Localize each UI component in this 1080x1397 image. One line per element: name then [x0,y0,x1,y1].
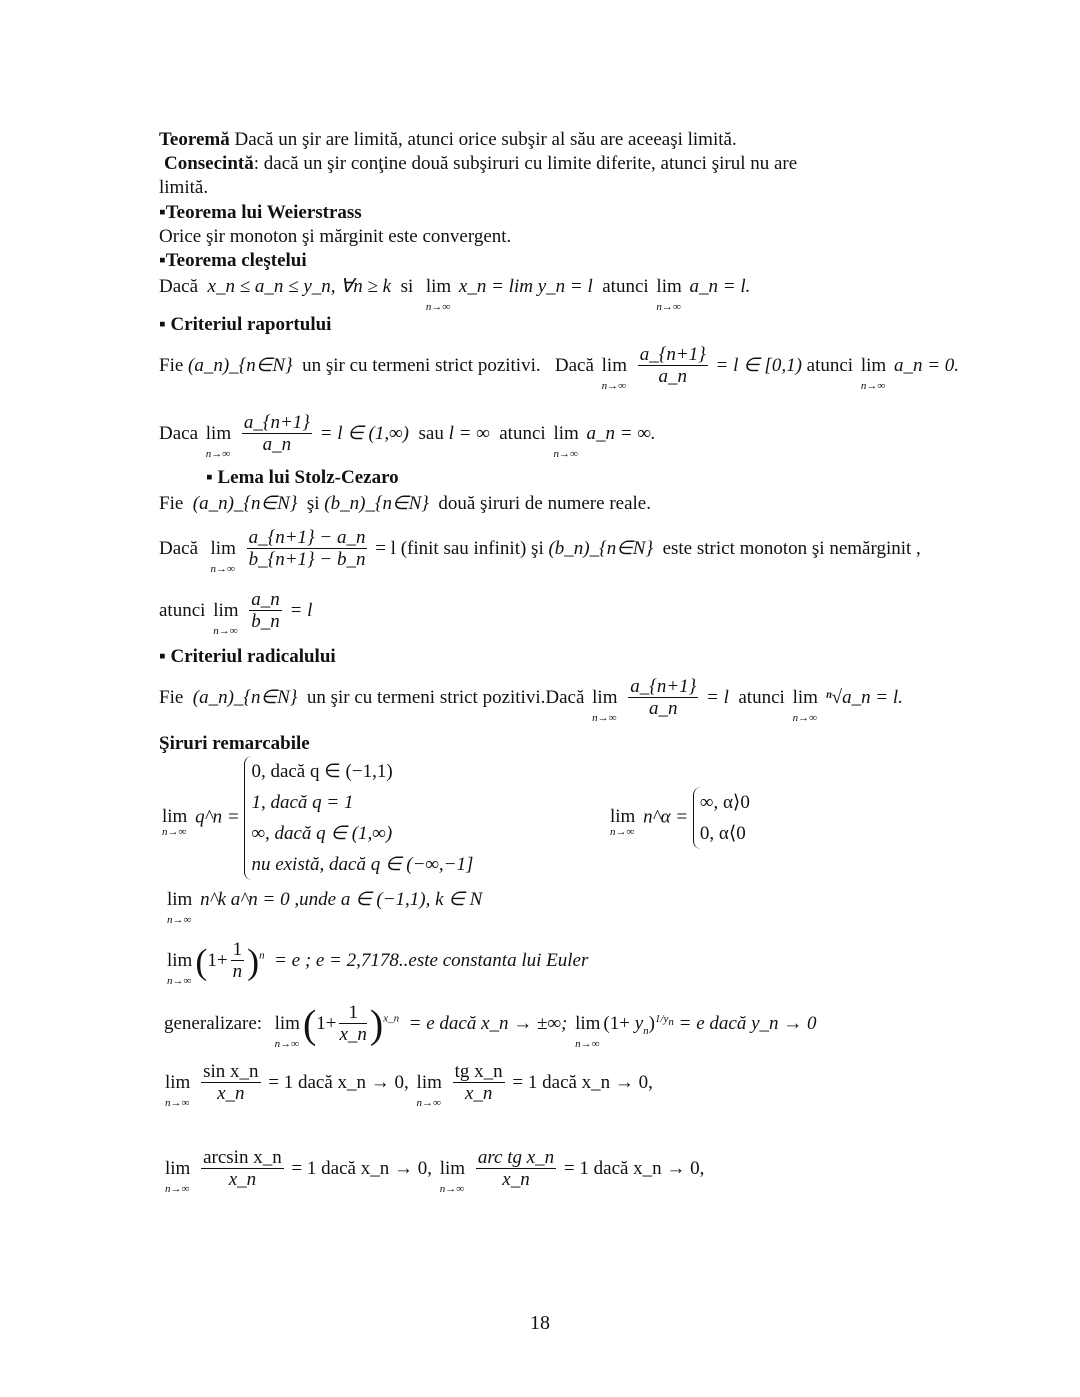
t: n→∞ [162,826,187,839]
t: n^α = [643,806,689,828]
equality: x_n = lim y_n = l [458,276,593,297]
fraction [476,1148,556,1191]
lim [439,1157,466,1195]
label: Consecintă [164,153,254,174]
t: n→∞ [425,301,451,313]
t: n→∞ [165,1096,190,1109]
t: = 1 dacă x_n → 0, [563,1157,705,1179]
t: = 1 dacă x_n → 0, [512,1071,653,1093]
t: a_n = ∞. [586,422,656,444]
den: x_n [228,1169,257,1190]
den: a_n [649,698,678,719]
num: tg x_n [454,1061,503,1082]
den: b_{n+1} − b_n [248,549,366,570]
lim [213,599,239,637]
stolz-line-2 [159,527,921,575]
t: lim [553,422,579,444]
t: lim [601,354,627,376]
stolz-line-3 [159,589,313,637]
t: = l ∈ [0,1) [715,354,802,376]
ratio-statement-2 [159,412,656,460]
lim [165,1071,191,1109]
fraction [247,528,368,571]
t: q^n = [195,806,240,828]
lim [210,537,236,575]
lim [425,276,452,313]
squeeze-statement [159,276,751,313]
weierstrass-text: Orice şir monoton şi mărginit este convergent. [159,226,512,247]
t: (a_n)_{n∈N} [192,686,298,708]
num: a_{n+1} [639,344,706,365]
t: lim [656,276,682,297]
root-title [159,646,336,668]
num: a_n [251,589,280,610]
stolz-title [206,467,399,489]
cases [244,756,473,880]
t: atunci [499,422,546,444]
t: un şir cu termeni strict pozitivi.Dacă [306,686,585,708]
t: lim [162,806,188,828]
den: x_n [502,1169,530,1190]
t: lim [205,422,232,444]
t: = e ; e = 2,7178..este constanta lui Euler [274,949,589,971]
ratio-statement-1 [159,344,960,392]
t: n^k a^n = 0 ,unde a ∈ (−1,1), k ∈ N [200,889,483,910]
den: x_n [217,1083,245,1104]
t: lim [210,537,236,559]
t: generalizare: [164,1012,263,1034]
t: atunci [738,686,785,708]
consequence [164,153,797,175]
t: sau [418,422,444,444]
t: şi [306,493,320,514]
lim [167,949,193,987]
t: un şir cu termeni strict pozitivi. [302,354,541,376]
fraction [453,1062,505,1105]
case: ∞, dacă q ∈ (1,∞) [251,823,393,844]
lim [165,1157,191,1195]
fraction [249,590,282,633]
t: = e dacă x_n → ±∞; [408,1012,568,1034]
t: lim [213,599,239,621]
lim [610,806,636,839]
t: lim [425,276,452,297]
case: 0, dacă q ∈ (−1,1) [251,761,393,782]
title: Şiruri remarcabile [159,733,310,754]
t: (a_n)_{n∈N} [192,493,298,514]
page-number: 18 [530,1312,550,1334]
lim [205,422,232,460]
t: lim [860,354,887,376]
seq: (a_n)_{n∈N} [188,354,293,376]
case: nu există, dacă q ∈ (−∞,−1] [251,854,474,875]
root-statement [159,676,903,724]
lim [601,354,627,392]
title: ▪Teorema lui Weierstrass [159,202,362,223]
exp: x_n [383,1012,400,1025]
t: Dacă [159,537,199,559]
condition: x_n ≤ a_n ≤ y_n, ∀n ≥ k [207,276,392,297]
t: = l [706,686,729,708]
case: 1, dacă q = 1 [251,792,354,813]
fraction [242,413,312,456]
t: n→∞ [592,711,617,724]
den: x_n [464,1083,493,1104]
case: ∞, α⟩0 [699,792,750,813]
t: si [400,276,414,297]
title: ▪ Lema lui Stolz-Cezaro [206,467,399,488]
t: n→∞ [553,447,578,460]
lim [162,806,188,839]
cases [693,787,750,849]
t: lim [792,686,818,708]
t: = l ∈ (1,∞) [319,422,410,444]
fraction: $\frac{1}{n}$ [232,939,243,982]
title: ▪ Criteriul raportului [159,314,332,335]
den: a_n [262,434,292,455]
num: arc tg x_n [477,1147,555,1168]
t: lim [167,889,193,910]
t: atunci [159,599,206,621]
t: lim [416,1071,442,1093]
t: n→∞ [213,624,238,637]
title: ▪Teorema cleştelui [159,250,307,271]
lim [167,889,193,926]
t: este strict monoton şi nemărginit , [662,537,921,559]
consequence-cont: limită. [159,177,209,198]
weierstrass-title [159,202,362,224]
squeeze-title [159,250,307,272]
t: lim [610,806,636,828]
fraction [201,1062,260,1105]
t: = l (finit sau infinit) şi [375,537,544,559]
t: n→∞ [165,1182,190,1195]
arcsin-arctg-limits [162,1147,705,1195]
fraction [628,677,698,720]
lim [860,354,887,392]
t: Fie [159,686,184,708]
t: (b_n)_{n∈N} [324,493,429,514]
generalization: generalizare: lim n→∞ (1+ $\frac{1}{x\_n}$ )$^{x\_n}$ = e dacă x_n → ±∞; lim n→∞ $(1+ y_n)^{1/y_n} = e$ dacă y_n → 0 [164,1003,817,1046]
fraction [201,1148,284,1191]
t: două şiruri de numere reale. [438,493,651,514]
text: Dacă un şir are limită, atunci orice subşir al său are aceeaşi limită. [229,129,737,150]
euler-limit: lim n→∞ (1+ $\frac{1}{n}$ )$^n$ = e ; e = 2,7178..este constanta lui Euler [164,940,588,983]
t: Dacă [159,276,199,297]
t: (b_n)_{n∈N} [548,537,654,559]
t: ⁿ√a_n = l. [825,686,903,708]
lim-q-n [159,756,473,880]
t: Fie [159,354,184,376]
t: n→∞ [575,1037,600,1050]
lim [553,422,579,460]
lim [416,1071,442,1109]
t: n→∞ [205,447,231,460]
t: = l [289,599,313,621]
den: b_n [251,611,280,632]
t: n→∞ [610,826,635,839]
t: n→∞ [792,711,817,724]
t: lim [167,949,193,971]
num: a_{n+1} [243,412,310,433]
remarkable-title [159,733,310,755]
lim [656,276,682,313]
num: sin x_n [203,1061,259,1082]
t: n→∞ [210,562,235,575]
t: l = ∞ [448,422,490,444]
t: lim [274,1012,300,1034]
t: = e dacă y_n → 0 [678,1012,817,1034]
t: n→∞ [167,974,192,987]
t: lim [165,1157,191,1179]
t: lim [592,686,618,708]
t: = 1 dacă x_n → 0, [291,1157,432,1179]
t: n→∞ [656,301,681,313]
lim [792,686,818,724]
t: = 1 dacă x_n → 0, [268,1071,409,1093]
t: Dacă [554,354,594,376]
lim-n-alpha [607,787,750,849]
t: n→∞ [601,379,626,392]
num: arcsin x_n [203,1147,282,1168]
t: n→∞ [416,1096,441,1109]
label: Teoremă [159,129,230,150]
t: lim [575,1012,601,1034]
title: ▪ Criteriul radicalului [159,646,336,667]
lim-nk-an [164,889,483,926]
lim [274,1012,300,1050]
num: a_{n+1} − a_n [248,527,366,548]
lim [575,1012,601,1050]
conclusion: a_n = l. [689,276,751,297]
fraction: $\frac{1}{x\_n}$ [339,1002,367,1045]
t: atunci [806,354,854,376]
t: n→∞ [860,379,886,392]
t: lim [165,1071,191,1093]
t: a_n = 0. [893,354,960,376]
lim [592,686,618,724]
fraction [638,345,708,388]
den: x_n [339,1024,367,1045]
t: Fie [159,493,184,514]
ratio-title [159,314,331,336]
t: lim [439,1157,466,1179]
text: : dacă un şir conţine două subşiruri cu limite diferite, atunci şirul nu are [253,153,798,174]
t: n→∞ [274,1037,299,1050]
sin-tg-limits [162,1061,653,1109]
t: n→∞ [167,914,192,926]
t: Daca [159,422,199,444]
num: a_{n+1} [630,676,697,697]
theorem-subsequence [159,129,737,151]
case: 0, α⟨0 [699,823,746,844]
stolz-line-1 [159,493,651,515]
den: a_n [658,366,688,387]
t: atunci [602,276,649,297]
t: n→∞ [439,1182,465,1195]
